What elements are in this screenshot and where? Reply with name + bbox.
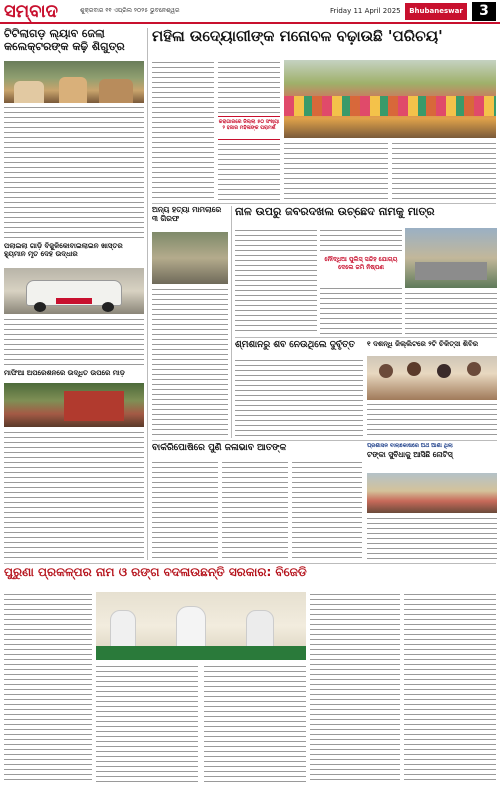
- text-water-2: [222, 460, 288, 560]
- photo-mafia-vehicle: [4, 383, 144, 427]
- text-water-1: [152, 460, 218, 560]
- headline-bjd: ପୁରୁଣା ପ୍ରକଳ୍ପର ନାମ ଓ ରଙ୍ଗ ବଦଳାଉଛନ୍ତି ସରକାର: ବିଜେଡି: [4, 566, 307, 579]
- text-nala-3: [320, 286, 402, 334]
- story-titilagarh: [4, 28, 144, 58]
- divider-h-bottom: [4, 563, 496, 564]
- text-bjd-5: [404, 592, 496, 782]
- text-medical-camp: [367, 402, 497, 438]
- date-odia: ଶୁକ୍ରବାର ୧୧ ଏପ୍ରିଲ ୨୦୨୫: [80, 7, 148, 14]
- headline-mafia: ମାଫିଆ ଅପରେଶନରେ ଉଦ୍ଧିତ ଉପରେ ମାଡ଼: [4, 369, 125, 377]
- edition-badge: Bhubaneswar: [405, 3, 467, 20]
- page-number: 3: [472, 2, 496, 21]
- notice-subheadline: ପ୍ରଶାସନ ବାଲାକୋଷରେ ଅର୍ଥ ଆଶା ଥିଲା: [367, 443, 453, 449]
- text-nala-4: [405, 291, 497, 334]
- text-mafia: [4, 430, 144, 560]
- story-murder: [152, 206, 228, 230]
- newspaper-logo: ସମ୍ବାଦ: [4, 1, 58, 22]
- text-nala-2: [320, 228, 402, 254]
- headline-water: ବାର୍କରିପୋଷିରେ ପୁଣି ଜଳାଭାବ ଆତଙ୍କ: [152, 443, 287, 453]
- text-bjd-1: [4, 592, 92, 782]
- text-bjd-3: [204, 664, 306, 782]
- text-notice: [367, 516, 497, 560]
- text-parichay-1: [152, 60, 214, 200]
- edition-odia: ଭୁବନେଶ୍ୱର: [150, 7, 180, 14]
- headline-medical-camp: ୧ ଦଶନ୍ଧି ଜିଲ୍ଲିଟରେ ୨ଟି ଚିକିତ୍ସା ଶିବିର: [367, 340, 479, 348]
- text-parichay-3: [218, 142, 280, 200]
- headline-titilagarh: ଟିଟିଲାଗଡ଼ ଲ୍ୟାବ ଜେଲା କଲେକ୍ଟରଙ୍କ କଢ଼ି ଶିଗୁତ୍ର: [4, 28, 125, 53]
- story-cremation: [235, 340, 363, 356]
- text-bjd-4: [310, 592, 400, 782]
- text-parichay-5: [392, 141, 496, 201]
- text-titilagarh: [4, 105, 144, 240]
- column-divider-left: [147, 28, 148, 560]
- parichay-sub-box: [218, 116, 280, 140]
- nala-subheadline: ନୌଦ୍ଧିଆ ପୁଲିସ୍ ସନ୍ଦିହ ଯୋଗ୍ୟ ଦେଲେ ଜମି ନିଷ୍ପଣ: [324, 256, 398, 271]
- headline-murder: ଅନ୍ୟ ହତ୍ୟା ମାମଲାରେ ୩ ଗିରଫ: [152, 206, 222, 223]
- text-water-3: [292, 460, 362, 560]
- photo-titilagarh-meeting: [4, 61, 144, 103]
- text-parichay-2: [218, 60, 280, 114]
- text-murder: [152, 287, 228, 437]
- date-english: Friday 11 April 2025: [330, 7, 401, 15]
- headline-notice: ଟଙ୍କା ସୁବିଧାକୁ ଆସିଛି ନୋଟିସ୍: [367, 450, 453, 459]
- story-vehicle: [4, 242, 144, 266]
- photo-women-gathering: [284, 60, 496, 138]
- headline-cremation: ଶ୍ମଶାନରୁ ଶବ ନେଉଥିଲେ ଦୁର୍ବୃତ୍ତ: [235, 340, 355, 350]
- story-bjd: [4, 566, 496, 588]
- masthead: [0, 0, 500, 24]
- story-notice: [367, 443, 497, 471]
- divider-h-2: [235, 337, 497, 338]
- story-mafia: [4, 369, 144, 381]
- photo-medical-camp: [367, 356, 497, 400]
- divider-h-3: [152, 440, 497, 441]
- column-divider-2: [231, 206, 232, 438]
- headline-nala: ନାଳ ଉପରୁ ଜବରଦଖଲ ଉଚ୍ଛେଦ ନାମକୁ ମାତ୍ର: [235, 206, 435, 218]
- text-vehicle: [4, 317, 144, 367]
- text-nala-1: [235, 228, 317, 334]
- divider-h-1: [152, 203, 496, 204]
- text-bjd-2: [96, 664, 198, 782]
- photo-nala-site: [405, 228, 497, 288]
- photo-white-suv: [4, 268, 144, 314]
- photo-murder-site: [152, 232, 228, 284]
- story-water: [152, 443, 362, 457]
- headline-parichay: ମହିଳା ଉଦ୍ୟୋଗୀଙ୍କ ମନୋବଳ ବଢ଼ାଉଛି 'ପରିଚୟ': [152, 28, 443, 45]
- photo-bjd-press-meet: [96, 592, 306, 660]
- story-parichay: [152, 28, 496, 56]
- photo-notice-crowd: [367, 473, 497, 513]
- text-parichay-4: [284, 141, 388, 201]
- story-medical-camp: [367, 340, 497, 354]
- headline-vehicle: ପଲାଇଲା ଗାଡ଼ି ବିଜୁଳିକୋବାଇଲାଇନ ଖାସ୍ତର ହ୍ୟୁମାନ ମୃତ ଦେହ ଉଦ୍ଧାର: [4, 242, 123, 259]
- parichay-subheadline: କରାଗାରରେ ଜିଲ୍ଲା ୫୦ ସଂଖ୍ୟା ୨ ହଜାର ମହିଳାଙ୍କ ପରାମର୍ଶ: [218, 119, 280, 131]
- story-nala: [235, 206, 497, 224]
- nala-sub-box: [320, 256, 402, 284]
- text-cremation: [235, 358, 363, 438]
